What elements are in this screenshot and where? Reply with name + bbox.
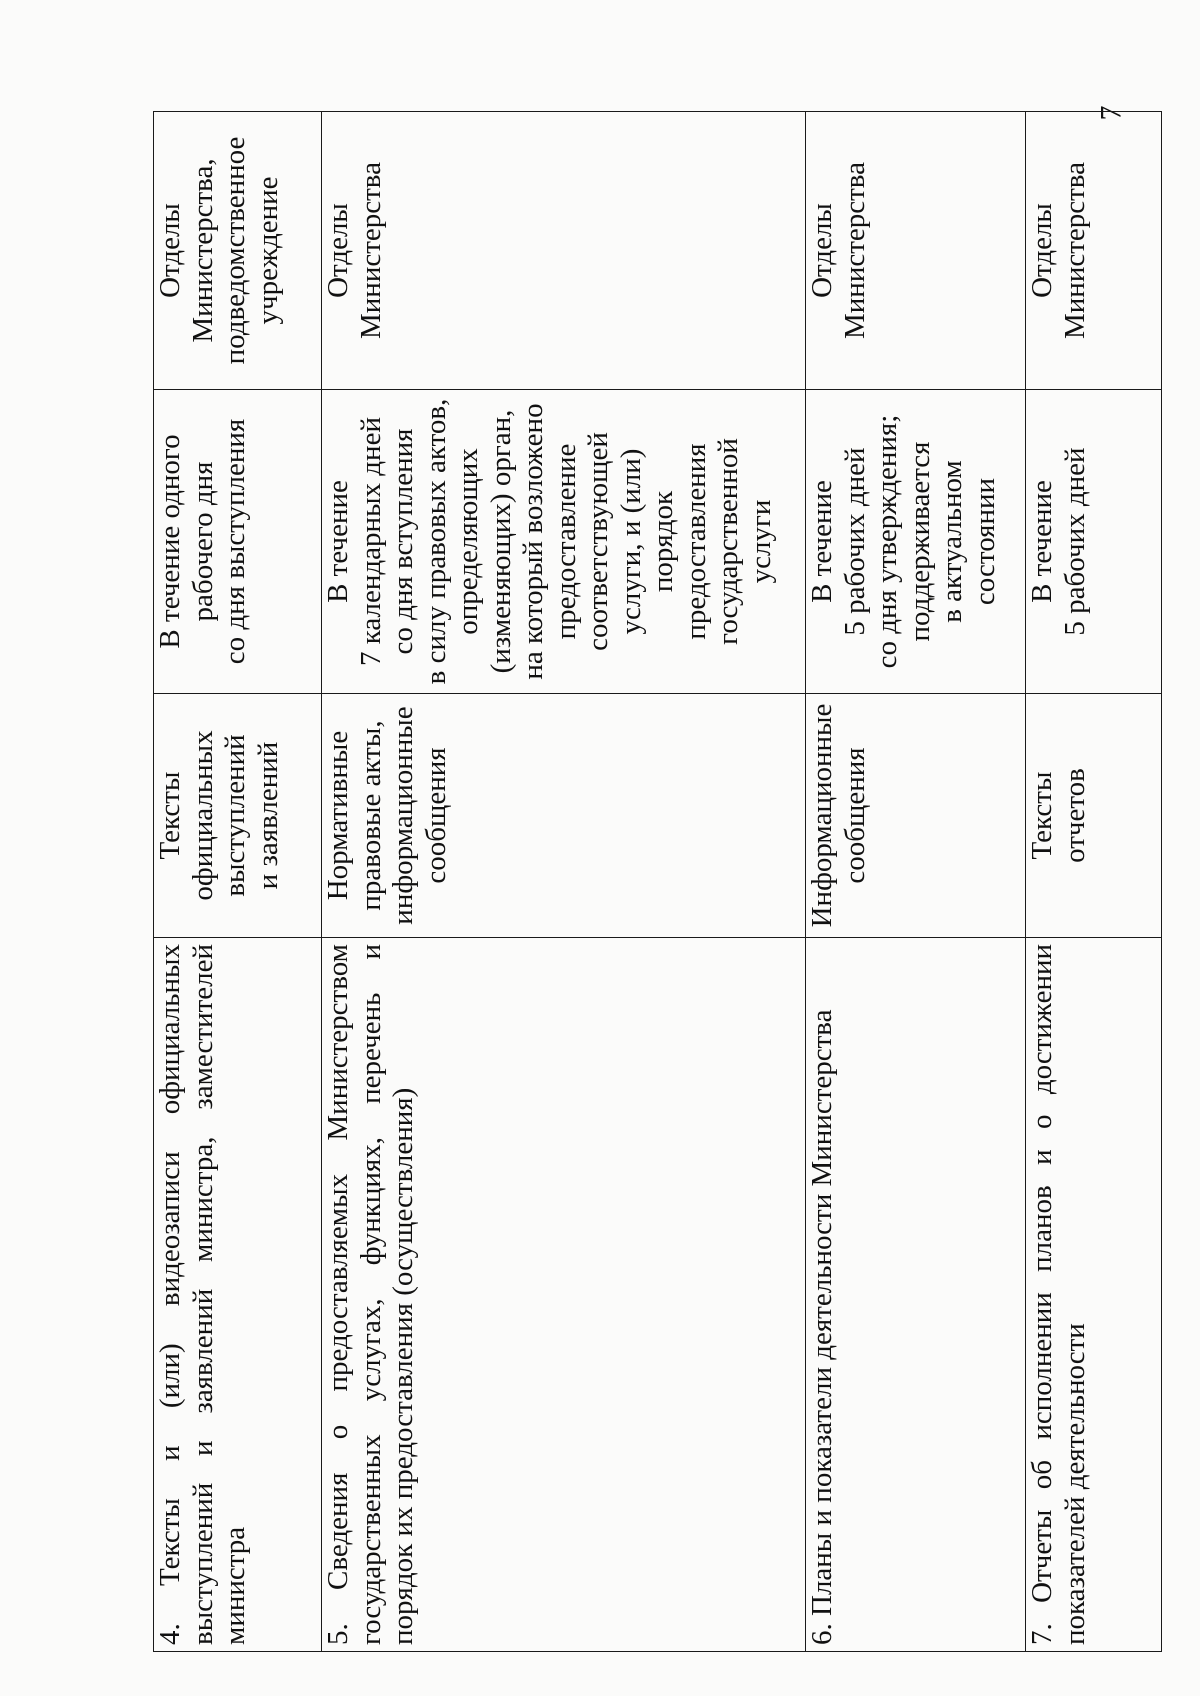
row-description: 7. Отчеты об исполнении планов и о достижении показателей деятельности [1026,938,1162,1652]
row-content-type: Тексты отчетов [1026,694,1162,938]
publication-table [153,111,1162,1652]
row-deadline: В течение 7 календарных дней со дня вступления в силу правовых актов, определяющих (изменяющих) орган, на который возложено предоставление соответствующей услуги, и (или) порядок предоставления государственной услуги [322,390,806,694]
row-content-type: Информационные сообщения [806,694,1026,938]
page-number: 7 [1094,105,1128,121]
row-responsible: Отделы Министерства [806,112,1026,390]
table-row [154,112,322,1652]
row-description: 4. Тексты и (или) видеозаписи официальных выступлений и заявлений министра, заместителей министра [154,938,322,1652]
row-responsible: Отделы Министерства, подведомственное учреждение [154,112,322,390]
row-deadline: В течение одного рабочего дня со дня выступления [154,390,322,694]
table-row [1026,112,1162,1652]
row-content-type: Нормативные правовые акты, информационные сообщения [322,694,806,938]
row-deadline: В течение 5 рабочих дней [1026,390,1162,694]
row-deadline: В течение 5 рабочих дней со дня утверждения; поддерживается в актуальном состоянии [806,390,1026,694]
table-row [322,112,806,1652]
row-content-type: Тексты официальных выступлений и заявлений [154,694,322,938]
row-description: 6. Планы и показатели деятельности Министерства [806,938,1026,1652]
row-responsible: Отделы Министерства [1026,112,1162,390]
table-row [806,112,1026,1652]
row-responsible: Отделы Министерства [322,112,806,390]
rotated-page-content [153,112,1161,1652]
row-description: 5. Сведения о предоставляемых Министерством государственных услугах, функциях, перечень и порядок их предоставления (осуществления) [322,938,806,1652]
